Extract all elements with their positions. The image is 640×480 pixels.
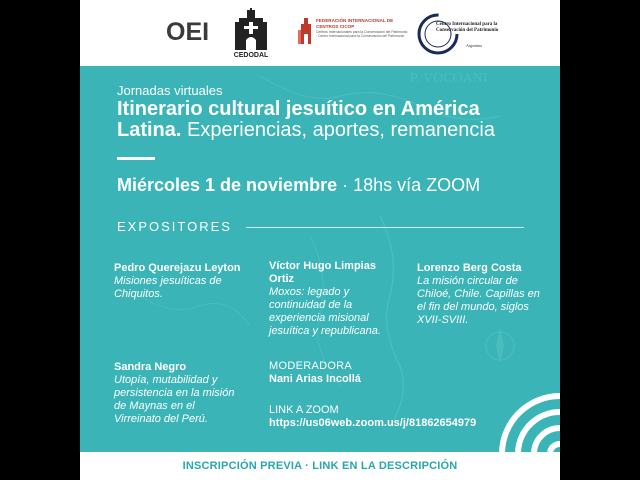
zoom-link[interactable]: https://us06web.zoom.us/j/81862654979 (269, 417, 477, 429)
federacion-cicop-logo (298, 18, 408, 50)
moderator-name: Nani Arias Incollá (269, 373, 361, 385)
speaker-name: Sandra Negro (114, 361, 187, 373)
zoom-block (269, 404, 476, 430)
moderator-label: MODERADORA (269, 360, 353, 372)
speaker-talk: Utopía, mutabilidad y persistencia en la misión de Maynas en el Virreinato del Perú. (114, 374, 235, 425)
speaker-name: Pedro Querejazu Leyton (114, 262, 241, 274)
federacion-title: FEDERACIÓN INTERNACIONAL DE CENTROS CICOP (316, 18, 394, 29)
broadcast-arcs-icon (498, 384, 560, 452)
federacion-subtitle: Centros Internacionales para la Conservación del Patrimonio · Centro Internacional para la Conservación del Patrimonio (316, 30, 408, 38)
speaker-name: Lorenzo Berg Costa (417, 262, 522, 274)
federacion-church-icon (298, 18, 314, 44)
cicop-argentina-logo (416, 12, 526, 56)
speaker-talk: Moxos: legado y continuidad de la experiencia misional jesuítica y republicana. (269, 286, 381, 337)
event-date (117, 175, 480, 196)
cicop-circle-icon (416, 12, 460, 56)
cedodal-logo (226, 8, 276, 62)
speaker-card (269, 260, 403, 338)
speaker-card (114, 361, 244, 426)
cedodal-logo-text: CEDODAL (233, 52, 269, 59)
speaker-card (114, 262, 244, 301)
speakers-divider (246, 227, 524, 228)
speaker-card (417, 262, 545, 327)
zoom-label: LINK A ZOOM (269, 404, 339, 416)
speaker-talk: La misión circular de Chiloé, Chile. Capillas en el fin del mundo, siglos XVII-SVIII. (417, 275, 540, 326)
event-title-line2-rest: Experiencias, aportes, remanencia (181, 119, 495, 141)
event-series: Jornadas virtuales (117, 83, 223, 98)
event-title-line2-bold: Latina. (117, 119, 182, 141)
event-poster (80, 0, 560, 480)
registration-note: INSCRIPCIÓN PREVIA · LINK EN LA DESCRIPCIÓN (182, 460, 458, 472)
event-title-line2 (117, 119, 495, 142)
event-date-day: Miércoles 1 de noviembre (117, 175, 338, 195)
speaker-name: Víctor Hugo Limpias Ortiz (269, 260, 376, 285)
map-label: P. VOCOANI (410, 71, 488, 86)
cedodal-church-icon (226, 8, 276, 52)
cicop-text: Centro Internacional para la Conservación del Patrimonio (436, 22, 499, 33)
moderator-block (269, 360, 361, 386)
main-panel (80, 66, 560, 452)
oei-logo: OEI (166, 18, 210, 46)
event-title-line1: Itinerario cultural jesuítico en América (117, 98, 480, 120)
footer-bar (80, 452, 560, 480)
event-date-time: · 18hs vía ZOOM (337, 175, 481, 195)
logo-strip (80, 0, 560, 66)
cicop-country: Argentina (466, 43, 482, 48)
title-divider (117, 157, 155, 160)
speakers-heading: EXPOSITORES (117, 219, 232, 234)
speaker-talk: Misiones jesuíticas de Chiquitos. (114, 275, 222, 300)
